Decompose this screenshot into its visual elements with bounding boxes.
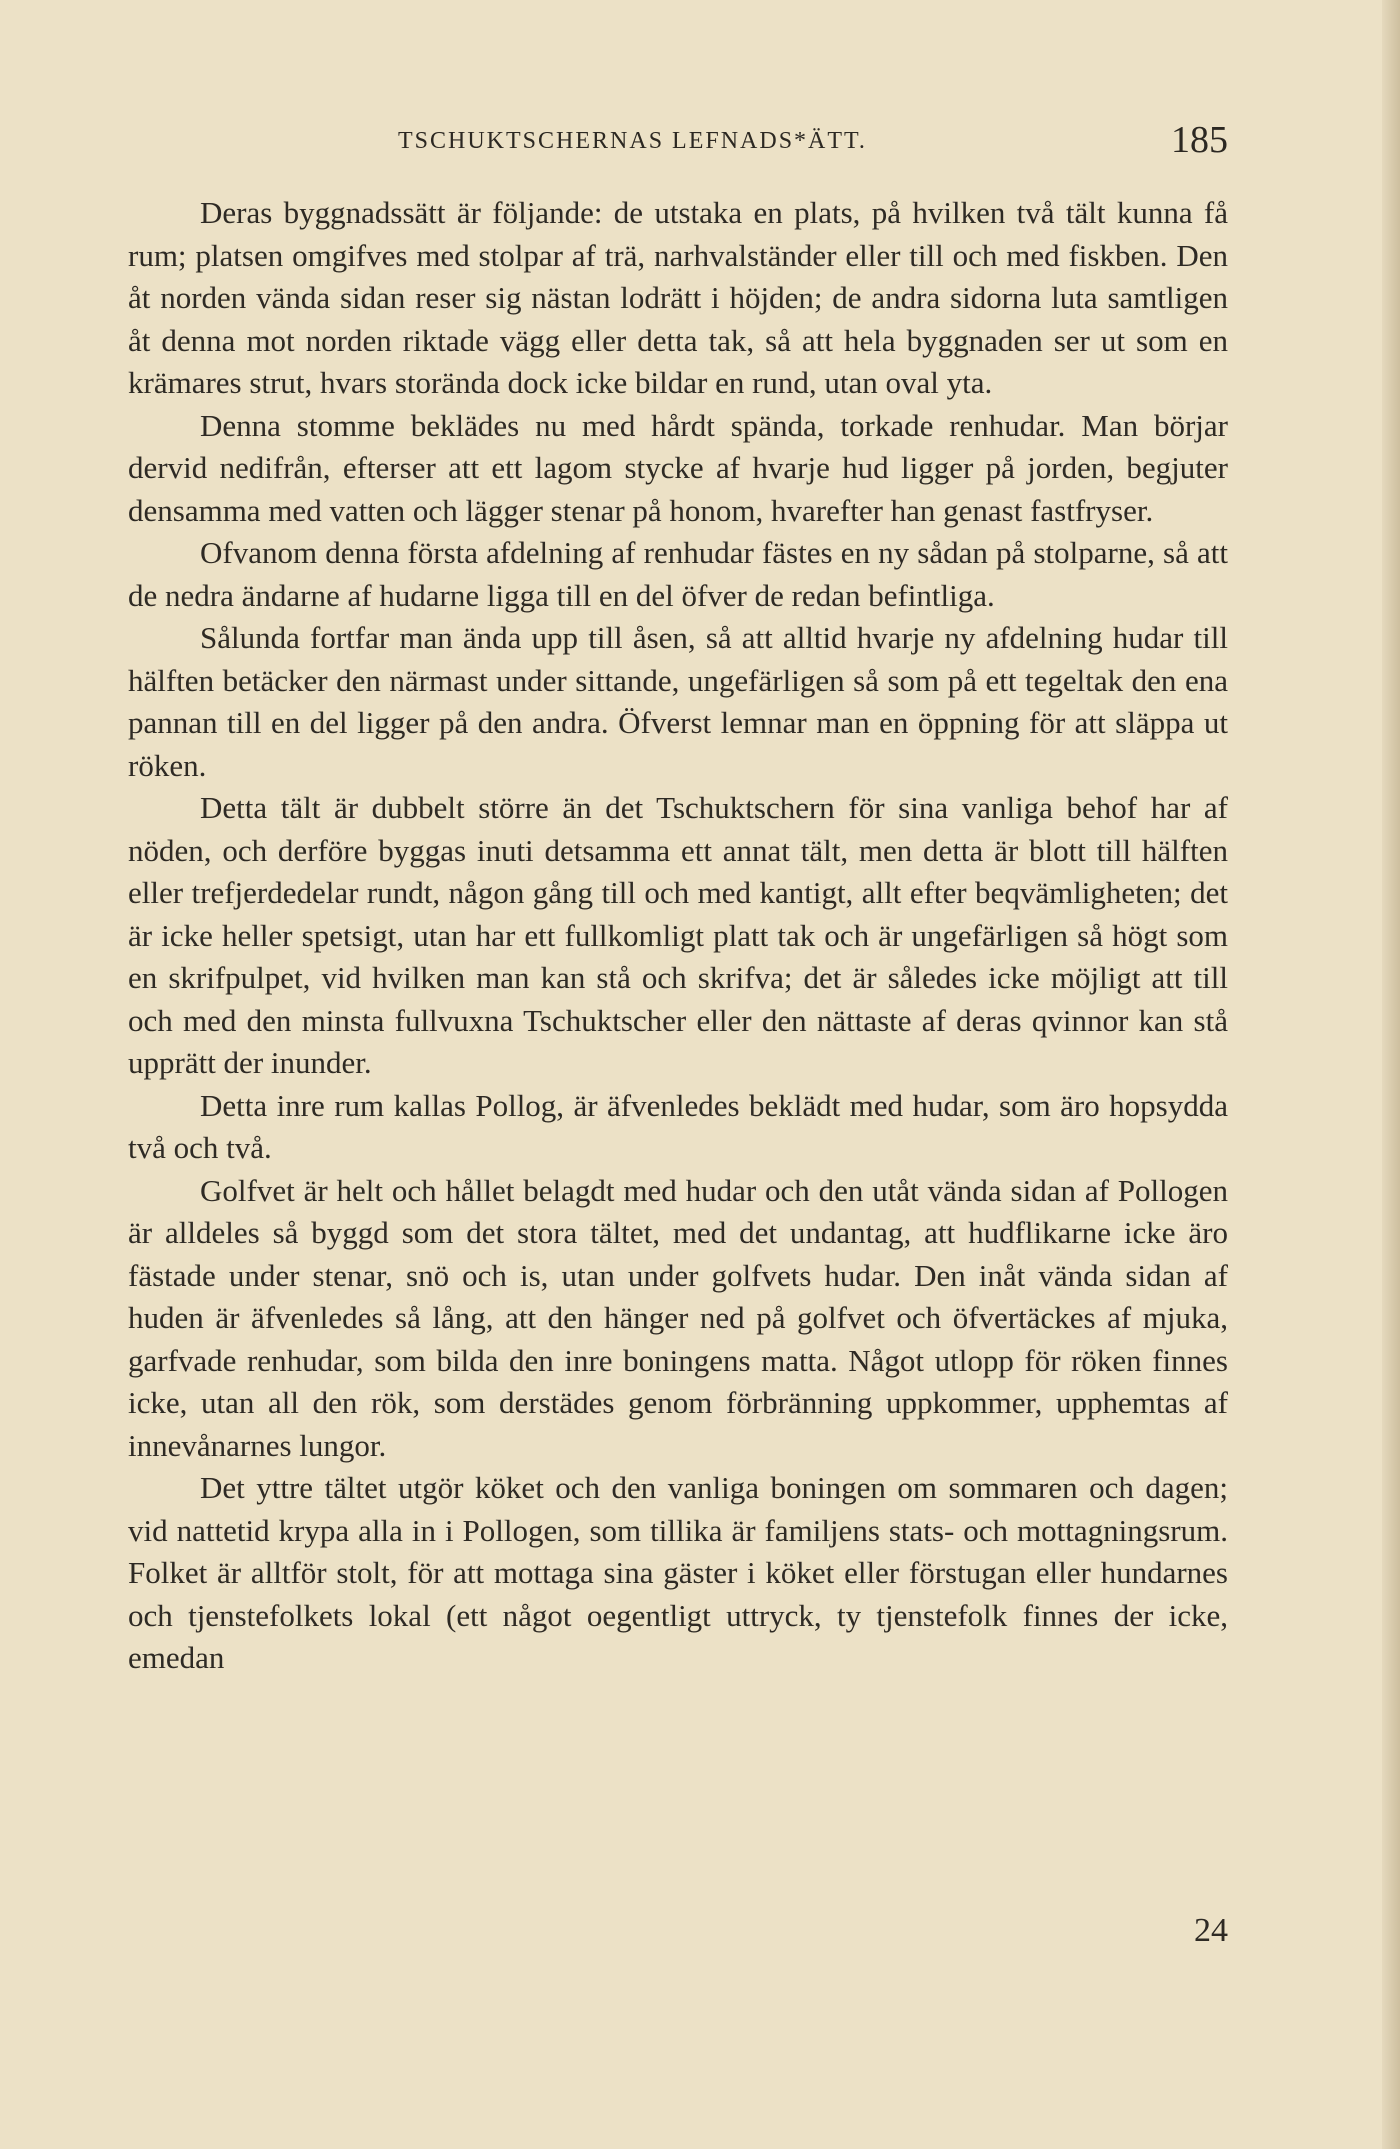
- running-head: TSCHUKTSCHERNAS LEFNADS*ÄTT.: [398, 128, 867, 154]
- paragraph: Denna stomme beklädes nu med hårdt spända, torkade renhudar. Man börjar dervid nedifrån, efterser att ett lagom stycke af hvarje hud ligger på jorden, begjuter densamma med vatten och lägger stenar på honom, hvarefter han genast fastfryser.: [128, 407, 1228, 528]
- paragraph: Det yttre tältet utgör köket och den vanliga boningen om sommaren och dagen; vid nattetid krypa alla in i Pollogen, som tillika är familjens stats- och mottagningsrum. Folket är alltför stolt, för att mottaga sina gäster i köket eller förstugan eller hundarnes och tjenstefolkets lokal (ett något oegentligt uttryck, ty tjenstefolk finnes der icke, emedan: [128, 1470, 1228, 1675]
- paragraph: Sålunda fortfar man ända upp till åsen, så att alltid hvarje ny afdelning hudar till hälften betäcker den närmast under sittande, ungefärligen så som på ett tegeltak den ena pannan till en del ligger på den andra. Öfverst lemnar man en öppning för att släppa ut röken.: [128, 620, 1228, 783]
- page-number: 185: [1171, 119, 1228, 161]
- page-edge: [1382, 0, 1400, 2149]
- paragraph: Detta tält är dubbelt större än det Tschuktschern för sina vanliga behof har af nöden, och derföre byggas inuti detsamma ett annat tält, men detta är blott till hälften eller trefjerdedelar rundt, någon gång till och med kantigt, allt efter beqvämligheten; det är icke heller spetsigt, utan har ett fullkomligt platt tak och är ungefärligen så högt som en skrifpulpet, vid hvilken man kan stå och skrifva; det är således icke möjligt att till och med den minsta fullvuxna Tschuktscher eller den nättaste af deras qvinnor kan stå upprätt der inunder.: [128, 790, 1228, 1080]
- paragraph: Deras byggnadssätt är följande: de utstaka en plats, på hvilken två tält kunna få rum; platsen omgifves med stolpar af trä, narhvalständer eller till och med fiskben. Den åt norden vända sidan reser sig nästan lodrätt i höjden; de andra sidorna luta samtligen åt denna mot norden riktade vägg eller detta tak, så att hela byggnaden ser ut som en krämares strut, hvars storända dock icke bildar en rund, utan oval yta.: [128, 195, 1228, 400]
- body-text: [128, 192, 1228, 1680]
- paragraph: Detta inre rum kallas Pollog, är äfvenledes beklädt med hudar, som äro hopsydda två och två.: [128, 1087, 1228, 1165]
- signature-mark: 24: [1194, 1912, 1228, 1949]
- paragraph: Ofvanom denna första afdelning af renhudar fästes en ny sådan på stolparne, så att de nedra ändarne af hudarne ligga till en del öfver de redan befintliga.: [128, 535, 1228, 613]
- page-header: [128, 118, 1228, 168]
- paragraph: Golfvet är helt och hållet belagdt med hudar och den utåt vända sidan af Pollogen är alldeles så byggd som det stora tältet, med det undantag, att hudflikarne icke äro fästade under stenar, snö och is, utan under golfvets hudar. Den inåt vända sidan af huden är äfvenledes så lång, att den hänger ned på golfvet och öfvertäckes af mjuka, garfvade renhudar, som bilda den inre boningens matta. Något utlopp för röken finnes icke, utan all den rök, som derstädes genom förbränning uppkommer, upphemtas af innevånarnes lungor.: [128, 1172, 1228, 1463]
